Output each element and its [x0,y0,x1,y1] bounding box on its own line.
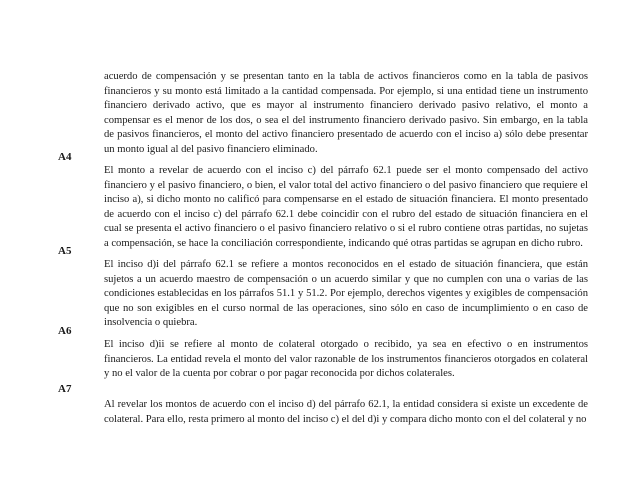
paragraph-number-a7: A7 [58,383,72,395]
paragraph-continuation: acuerdo de compensación y se presentan tanto en la tabla de activos financieros como en la tabla de pasivos financieros y su monto está limitado a la cantidad compensada. Por ejemplo, si una entidad tiene un instrumento financiero derivado activo, que es mayor al instrumento financiero derivado pasivo relativo, el monto a compensar es el menor de los dos, o sea el del instrumento financiero derivado pasivo. Sin embargo, en la tabla de pasivos financieros, el monto del activo financiero presentado de acuerdo con el inciso a) sólo debe presentar un monto igual al del pasivo financiero eliminado. [104,71,588,155]
paragraph-a7-text: Al revelar los montos de acuerdo con el inciso d) del párrafo 62.1, la entidad considera si existe un excedente de colateral. Para ello, resta primero al monto del inciso c) el del d)i y compara dicho monto con el del colateral y no [104,399,588,425]
paragraph-number-a6: A6 [58,325,72,337]
paragraph-a6-text: El inciso d)ii se refiere al monto de colateral otorgado o recibido, ya sea en efectivo o en instrumentos financieros. La entidad revela el monto del valor razonable de los instrumentos financieros otorgados en colateral y no el valor de la cuenta por cobrar o por pagar reconocida por dichos colaterales. [104,339,588,380]
paragraph-a5-text: El inciso d)i del párrafo 62.1 se refiere a montos reconocidos en el estado de situación financiera, que están sujetos a un acuerdo maestro de compensación o un acuerdo similar y que no cumplen con una o varias de las condiciones establecidas en los párrafos 51.1 y 51.2. Por ejemplo, derechos vigentes y exigibles de compensación que no son exigibles en el curso normal de las operaciones, sino sólo en caso de incumplimiento o en caso de insolvencia o quiebra. [104,259,588,329]
paragraph-a4-text: El monto a revelar de acuerdo con el inciso c) del párrafo 62.1 puede ser el monto compensado del activo financiero y el pasivo financiero, o bien, el valor total del activo financiero o del pasivo financiero que requiere el inciso a), si dicho monto no calificó para compensarse en el estado de situación financiera. El monto presentado de acuerdo con el inciso c) del párrafo 62.1 debe coincidir con el rubro del estado de situación financiera en el cual se presenta el activo financiero o el pasivo financiero relativo o si el rubro contiene otras partidas, no sujetas a compensación, se hace la conciliación correspondiente, indicando qué otras partidas se agrupan en dicho rubro. [104,165,588,249]
paragraph-number-a4: A4 [58,151,72,163]
paragraph-number-a5: A5 [58,245,72,257]
